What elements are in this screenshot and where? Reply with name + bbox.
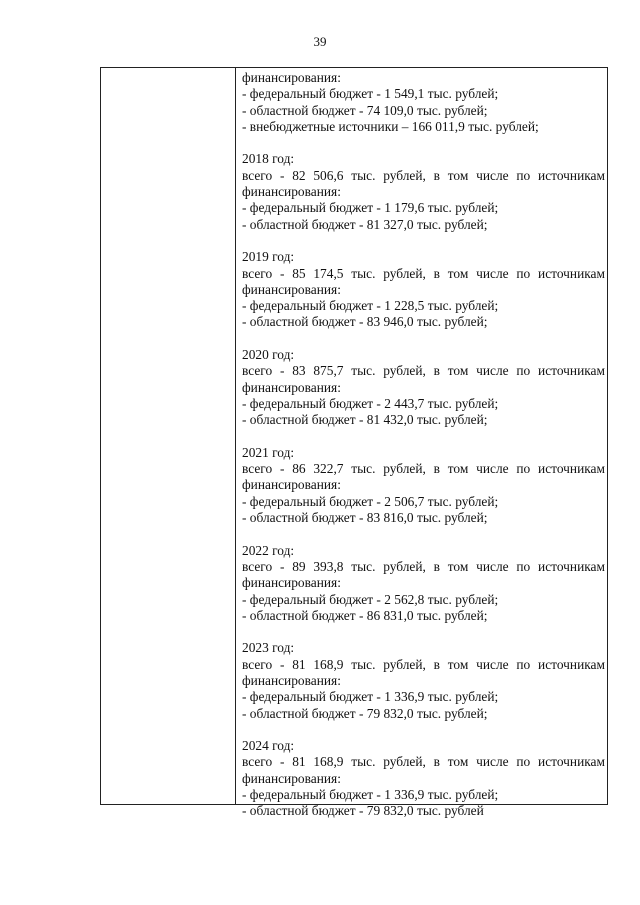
year-heading: 2019 год: [242,249,295,265]
total-word: - [279,265,285,281]
year-total-line [242,754,605,770]
total-word: числе [476,461,509,477]
year-heading: 2018 год: [242,151,295,167]
total-word: источникам [538,754,605,770]
year-federal-line: - федеральный бюджет - 2 443,7 тыс. рублей; [242,395,499,411]
year-heading: 2022 год: [242,542,295,558]
total-word: числе [476,656,509,672]
total-word: числе [476,167,509,183]
total-word: 168,9 [313,656,344,672]
total-word: тыс. [351,265,376,281]
intro-line: - федеральный бюджет - 1 549,1 тыс. рублей; [242,86,499,102]
total-word: 83 [292,363,306,379]
total-word: 81 [292,656,306,672]
total-word: всего [242,656,273,672]
total-word: том [447,363,469,379]
total-word: в [433,265,440,281]
year-block [242,543,605,624]
total-word: в [433,363,440,379]
total-word: 86 [292,461,306,477]
year-federal-line: - федеральный бюджет - 1 336,9 тыс. рублей; [242,689,499,705]
total-word: по [516,167,531,183]
total-word: всего [242,461,273,477]
year-federal-line: - федеральный бюджет - 1 336,9 тыс. рублей; [242,787,499,803]
total-word: в [433,558,440,574]
total-word: тыс. [351,558,376,574]
total-word: - [279,754,285,770]
total-word: числе [476,363,509,379]
total-word: том [447,265,469,281]
total-word: 393,8 [313,558,344,574]
year-heading: 2021 год: [242,444,295,460]
total-word: том [447,656,469,672]
total-word: числе [476,754,509,770]
year-financing-line: финансирования: [242,672,341,688]
total-word: по [516,656,531,672]
year-heading: 2024 год: [242,738,295,754]
year-total-line [242,363,605,379]
total-word: в [433,461,440,477]
year-total-line [242,266,605,282]
total-word: всего [242,754,273,770]
page-number: 39 [313,34,327,49]
year-regional-line: - областной бюджет - 81 327,0 тыс. рублей; [242,216,488,232]
total-word: рублей, [383,265,426,281]
year-financing-line: финансирования: [242,477,341,493]
total-word: - [279,167,285,183]
year-block [242,738,605,819]
total-word: рублей, [383,754,426,770]
total-word: всего [242,167,273,183]
year-total-line [242,657,605,673]
total-word: 81 [292,754,306,770]
years-container [242,151,605,819]
intro-line: - внебюджетные источники – 166 011,9 тыс. рублей; [242,118,539,134]
total-word: источникам [538,265,605,281]
total-word: 506,6 [313,167,344,183]
year-block [242,249,605,330]
year-total-line [242,461,605,477]
total-word: числе [476,265,509,281]
total-word: тыс. [351,461,376,477]
year-federal-line: - федеральный бюджет - 2 562,8 тыс. рублей; [242,591,499,607]
year-block [242,445,605,526]
total-word: по [516,754,531,770]
year-total-line [242,559,605,575]
total-word: в [433,167,440,183]
total-word: в [433,656,440,672]
total-word: источникам [538,167,605,183]
year-regional-line: - областной бюджет - 86 831,0 тыс. рублей; [242,607,488,623]
total-word: том [447,167,469,183]
total-word: рублей, [383,167,426,183]
year-financing-line: финансирования: [242,184,341,200]
total-word: в [433,754,440,770]
year-heading: 2020 год: [242,347,295,363]
total-word: источникам [538,558,605,574]
year-financing-line: финансирования: [242,575,341,591]
total-word: том [447,558,469,574]
year-financing-line: финансирования: [242,281,341,297]
total-word: рублей, [383,363,426,379]
total-word: 174,5 [313,265,344,281]
total-word: 322,7 [313,461,344,477]
total-word: рублей, [383,656,426,672]
total-word: тыс. [351,363,376,379]
total-word: - [279,461,285,477]
total-word: 875,7 [313,363,344,379]
year-regional-line: - областной бюджет - 79 832,0 тыс. рублей; [242,705,488,721]
total-word: 85 [292,265,306,281]
total-word: 82 [292,167,306,183]
total-word: числе [476,558,509,574]
total-word: всего [242,558,273,574]
intro-line: финансирования: [242,70,341,85]
year-heading: 2023 год: [242,640,295,656]
total-word: всего [242,265,273,281]
total-word: 168,9 [313,754,344,770]
year-block [242,151,605,232]
total-word: рублей, [383,461,426,477]
total-word: 89 [292,558,306,574]
total-word: источникам [538,461,605,477]
total-word: - [279,656,285,672]
year-federal-line: - федеральный бюджет - 2 506,7 тыс. рублей; [242,493,499,509]
year-regional-line: - областной бюджет - 83 816,0 тыс. рублей; [242,510,488,526]
funding-table [100,67,608,819]
total-word: источникам [538,656,605,672]
total-word: по [516,363,531,379]
year-financing-line: финансирования: [242,379,341,395]
year-financing-line: финансирования: [242,770,341,786]
total-word: - [279,558,285,574]
total-word: по [516,461,531,477]
total-word: по [516,265,531,281]
year-federal-line: - федеральный бюджет - 1 228,5 тыс. рублей; [242,298,499,314]
year-regional-line: - областной бюджет - 83 946,0 тыс. рублей; [242,314,488,330]
total-word: по [516,558,531,574]
total-word: - [279,363,285,379]
year-block [242,640,605,721]
total-word: источникам [538,363,605,379]
table-left-cell [101,68,236,804]
total-word: тыс. [351,167,376,183]
year-regional-line: - областной бюджет - 79 832,0 тыс. рублей [242,803,484,819]
total-word: том [447,461,469,477]
year-total-line [242,168,605,184]
year-regional-line: - областной бюджет - 81 432,0 тыс. рублей; [242,412,488,428]
total-word: рублей, [383,558,426,574]
intro-block [242,70,605,135]
total-word: тыс. [351,754,376,770]
year-federal-line: - федеральный бюджет - 1 179,6 тыс. рублей; [242,200,499,216]
total-word: всего [242,363,273,379]
intro-line: - областной бюджет - 74 109,0 тыс. рублей; [242,102,488,118]
year-block [242,347,605,428]
total-word: тыс. [351,656,376,672]
total-word: том [447,754,469,770]
table-right-cell [236,68,607,819]
